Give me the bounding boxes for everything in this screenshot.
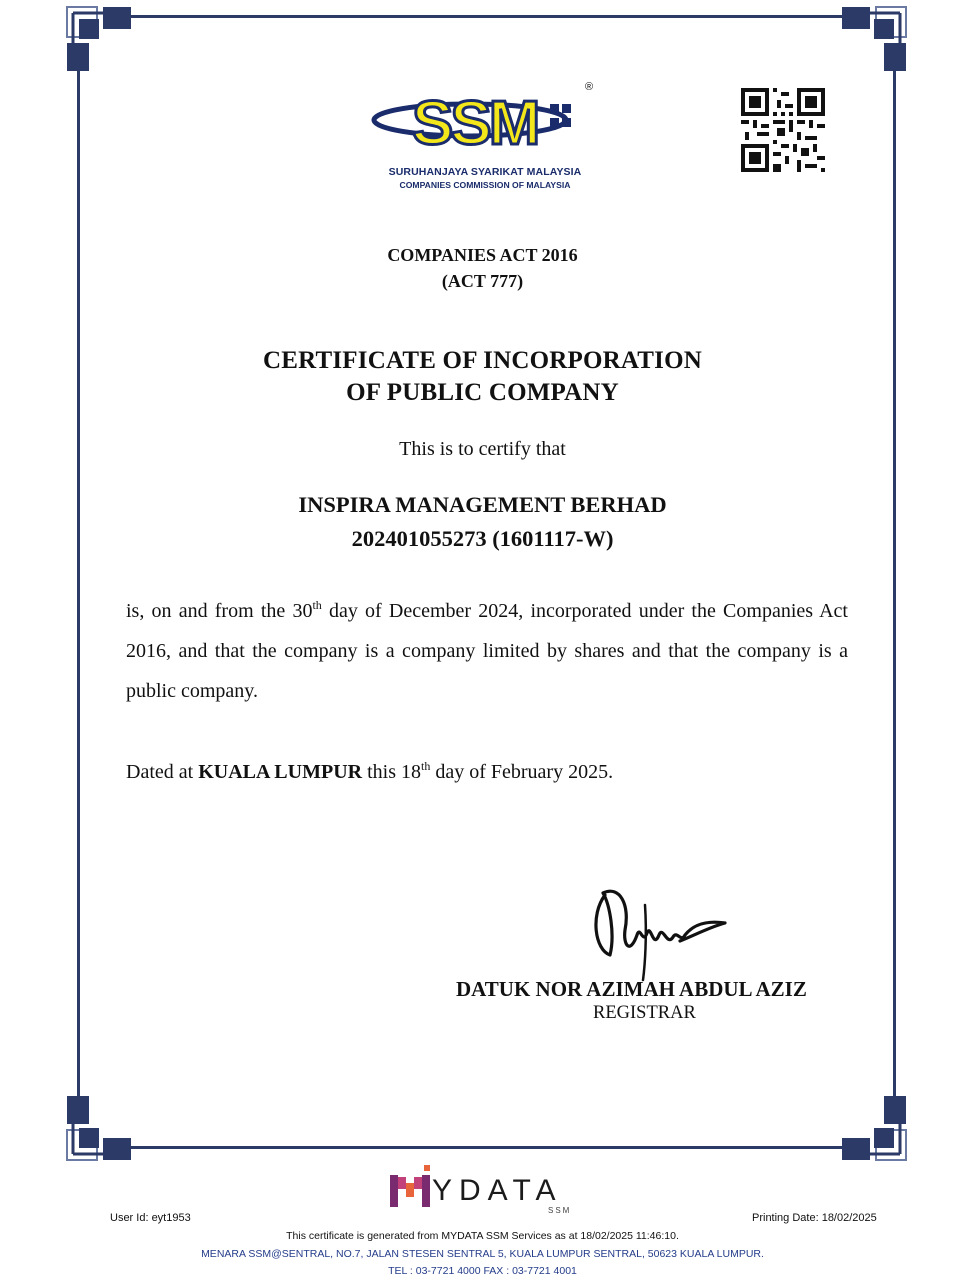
- dated-middle: this 18: [362, 761, 421, 783]
- qr-code: [741, 88, 825, 172]
- act-number: (ACT 777): [441, 271, 524, 291]
- printing-date: Printing Date: 18/02/2025: [752, 1212, 877, 1224]
- statement-rest: day of December 2024, incorporated under the Companies Act 2016, and that the company is a company limited by shares and that the company is a public company.: [126, 600, 848, 702]
- frame-top-line: [120, 15, 842, 18]
- act-heading: [0, 242, 965, 294]
- certificate-title-line1: CERTIFICATE OF INCORPORATION: [262, 347, 702, 374]
- corner-ornament-bottom-left: [65, 1092, 135, 1162]
- corner-ornament-top-right: [838, 5, 908, 75]
- registrar-signature: [585, 875, 735, 985]
- frame-bottom-line: [120, 1146, 842, 1149]
- ssm-address: MENARA SSM@SENTRAL, NO.7, JALAN STESEN SENTRAL 5, KUALA LUMPUR SENTRAL, 50623 KUALA LUMPUR.: [201, 1248, 764, 1260]
- certify-statement: This is to certify that: [399, 438, 566, 460]
- statement-ordinal: th: [312, 598, 322, 612]
- registration-number: 202401055273 (1601117-W): [351, 526, 614, 551]
- ssm-logo-mark: [370, 78, 600, 164]
- corner-ornament-top-left: [65, 5, 135, 75]
- corner-ornament-bottom-right: [838, 1092, 908, 1162]
- frame-right-line: [893, 68, 896, 1103]
- ssm-name-malay: SURUHANJAYA SYARIKAT MALAYSIA: [388, 166, 582, 178]
- company-name: INSPIRA MANAGEMENT BERHAD: [298, 492, 667, 517]
- frame-left-line: [77, 68, 80, 1103]
- ssm-contact: TEL : 03-7721 4000 FAX : 03-7721 4001: [388, 1265, 577, 1277]
- registered-mark: ®: [585, 81, 594, 93]
- statement-prefix: is, on and from the 30: [126, 600, 313, 622]
- ssm-wordmark: SSM: [412, 89, 538, 158]
- registrar-title: REGISTRAR: [593, 1003, 696, 1023]
- dated-prefix: Dated at: [126, 761, 199, 783]
- generated-note: This certificate is generated from MYDATA SSM Services as at 18/02/2025 11:46:10.: [286, 1230, 679, 1242]
- certificate-title-line2: OF PUBLIC COMPANY: [346, 379, 619, 406]
- dated-rest: day of February 2025.: [430, 761, 614, 783]
- mydata-wordmark: YDATA: [432, 1174, 563, 1207]
- company-block: [0, 488, 965, 556]
- incorporation-statement: [126, 591, 848, 711]
- act-title: COMPANIES ACT 2016: [387, 245, 578, 265]
- dated-ordinal: th: [420, 759, 431, 773]
- dated-place: KUALA LUMPUR: [198, 761, 363, 783]
- user-id: User Id: eyt1953: [110, 1212, 191, 1224]
- ssm-logo: [370, 78, 600, 198]
- ssm-name-english: COMPANIES COMMISSION OF MALAYSIA: [399, 180, 571, 190]
- registrar-name: DATUK NOR AZIMAH ABDUL AZIZ: [456, 977, 807, 1001]
- dated-line: [126, 758, 613, 786]
- mydata-sub: SSM: [548, 1206, 572, 1215]
- certificate-title: [0, 345, 965, 409]
